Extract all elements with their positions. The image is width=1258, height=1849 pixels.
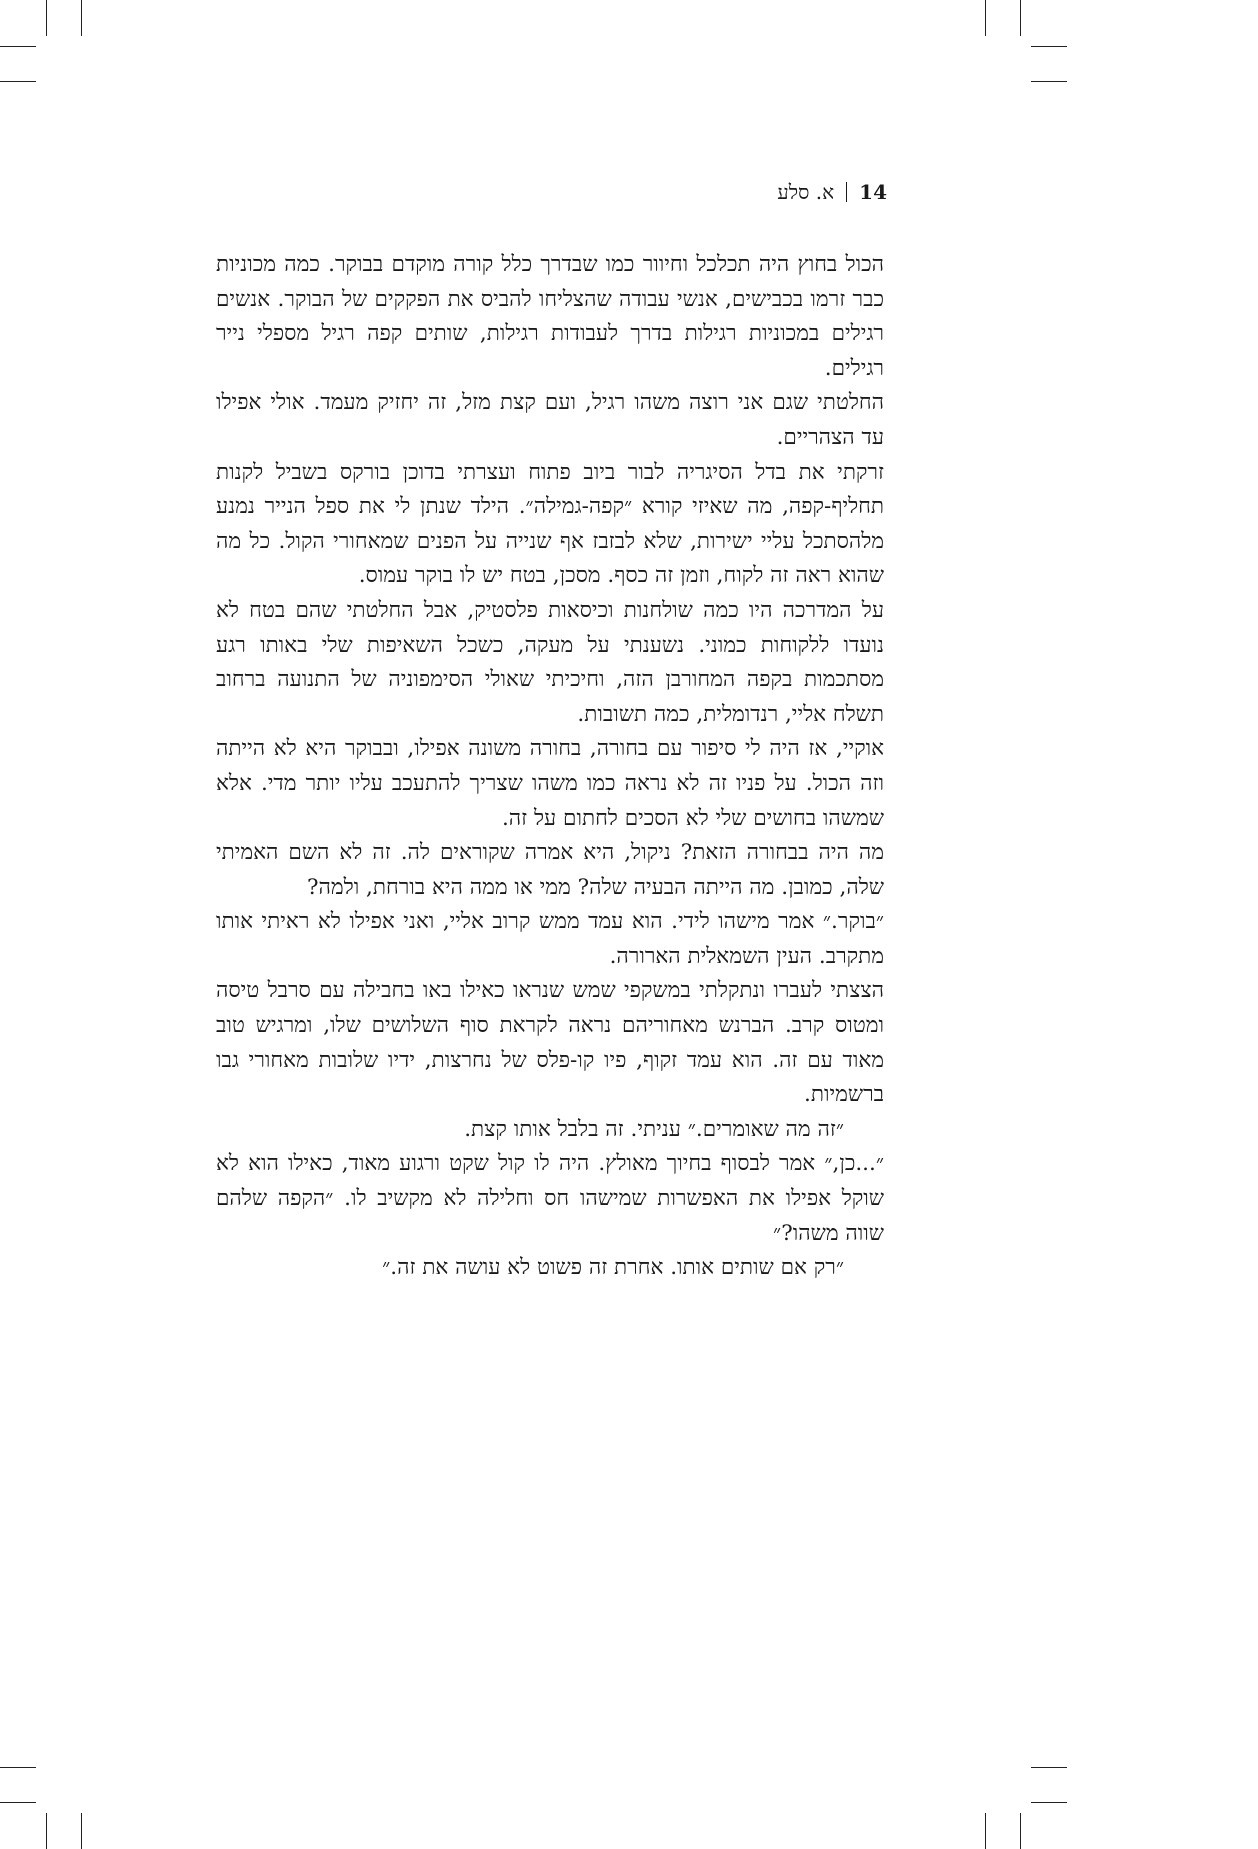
crop-mark xyxy=(1020,0,1021,36)
paragraph: על המדרכה היו כמה שולחנות וכיסאות פלסטיק, אבל החלטתי שהם בטח לא נועדו ללקוחות כמוני. נשענתי על מעקה, כשכל השאיפות שלי באותו רגע מסתכמות בקפה המחורבן הזה, וחיכיתי שאולי הסימפוניה של התנועה ברחוב תשלח אליי, רנדומלית, כמה תשובות. xyxy=(216,597,884,727)
crop-mark xyxy=(0,46,36,47)
crop-mark xyxy=(1020,1813,1021,1849)
paragraph: זרקתי את בדל הסיגריה לבור ביוב פתוח ועצרתי בדוכן בורקס בשביל לקנות תחליף-קפה, מה שאיזי קורא ״קפה-גמילה״. הילד שנתן לי את ספל הנייר נמנע מלהסתכל עליי ישירות, שלא לבזבז אף שנייה על הפנים שמאחורי הקול. כל מה שהוא ראה זה לקוח, וזמן זה כסף. מסכן, בטח יש לו בוקר עמוס. xyxy=(216,459,884,589)
paragraph: אוקיי, אז היה לי סיפור עם בחורה, בחורה משונה אפילו, ובבוקר היא לא הייתה וזה הכול. על פניו זה לא נראה כמו משהו שצריך להתעכב עליו יותר מדי. אלא שמשהו בחושים שלי לא הסכים לחתום על זה. xyxy=(216,736,884,831)
paragraph: מה היה בבחורה הזאת? ניקול, היא אמרה שקוראים לה. זה לא השם האמיתי שלה, כמובן. מה הייתה הבעיה שלה? ממי או ממה היא בורחת, ולמה? xyxy=(216,840,884,900)
paragraph: ״רק אם שותים אותו. אחרת זה פשוט לא עושה את זה.״ xyxy=(382,1255,844,1281)
header-separator xyxy=(846,182,847,202)
author-name: א. סלע xyxy=(777,180,835,204)
paragraph: ״זה מה שאומרים.״ עניתי. זה בלבל אותו קצת. xyxy=(464,1116,844,1142)
paragraph: ״...כן,״ אמר לבסוף בחיוך מאולץ. היה לו קול שקט ורגוע מאוד, כאילו הוא לא שוקל אפילו את האפשרות שמישהו חס וחלילה לא מקשיב לו. ״הקפה שלהם שווה משהו?״ xyxy=(216,1151,884,1246)
page-number: 14 xyxy=(859,180,887,204)
crop-mark xyxy=(1031,81,1067,82)
paragraph: הכול בחוץ היה תכלכל וחיוור כמו שבדרך כלל קורה מוקדם בבוקר. כמה מכוניות כבר זרמו בכבישים, אנשי עבודה שהצליחו להביס את הפקקים של הבוקר. אנשים רגילים במכוניות רגילות בדרך לעבודות רגילות, שותים קפה רגיל מספלי נייר רגילים. xyxy=(216,252,884,381)
crop-mark xyxy=(1031,1767,1067,1768)
crop-mark xyxy=(46,0,47,36)
crop-mark xyxy=(81,0,82,36)
crop-mark xyxy=(0,1767,36,1768)
crop-mark xyxy=(0,1802,36,1803)
crop-mark xyxy=(1031,46,1067,47)
paragraph: ״בוקר.״ אמר מישהו לידי. הוא עמד ממש קרוב אליי, ואני אפילו לא ראיתי אותו מתקרב. העין השמאלית הארורה. xyxy=(216,909,884,969)
crop-mark xyxy=(985,0,986,36)
paragraph: החלטתי שגם אני רוצה משהו רגיל, ועם קצת מזל, זה יחזיק מעמד. אולי אפילו עד הצהריים. xyxy=(216,390,884,450)
body-text xyxy=(216,248,884,1286)
crop-mark xyxy=(0,81,36,82)
running-head xyxy=(777,180,887,204)
crop-mark xyxy=(985,1813,986,1849)
paragraph: הצצתי לעברו ונתקלתי במשקפי שמש שנראו כאילו באו בחבילה עם סרבל טיסה ומטוס קרב. הברנש מאחוריהם נראה לקראת סוף השלושים שלו, ומרגיש טוב מאוד עם זה. הוא עמד זקוף, פיו קו-פלס של נחרצות, ידיו שלובות מאחורי גבו ברשמיות. xyxy=(216,978,884,1108)
crop-mark xyxy=(46,1813,47,1849)
crop-mark xyxy=(81,1813,82,1849)
crop-mark xyxy=(1031,1802,1067,1803)
